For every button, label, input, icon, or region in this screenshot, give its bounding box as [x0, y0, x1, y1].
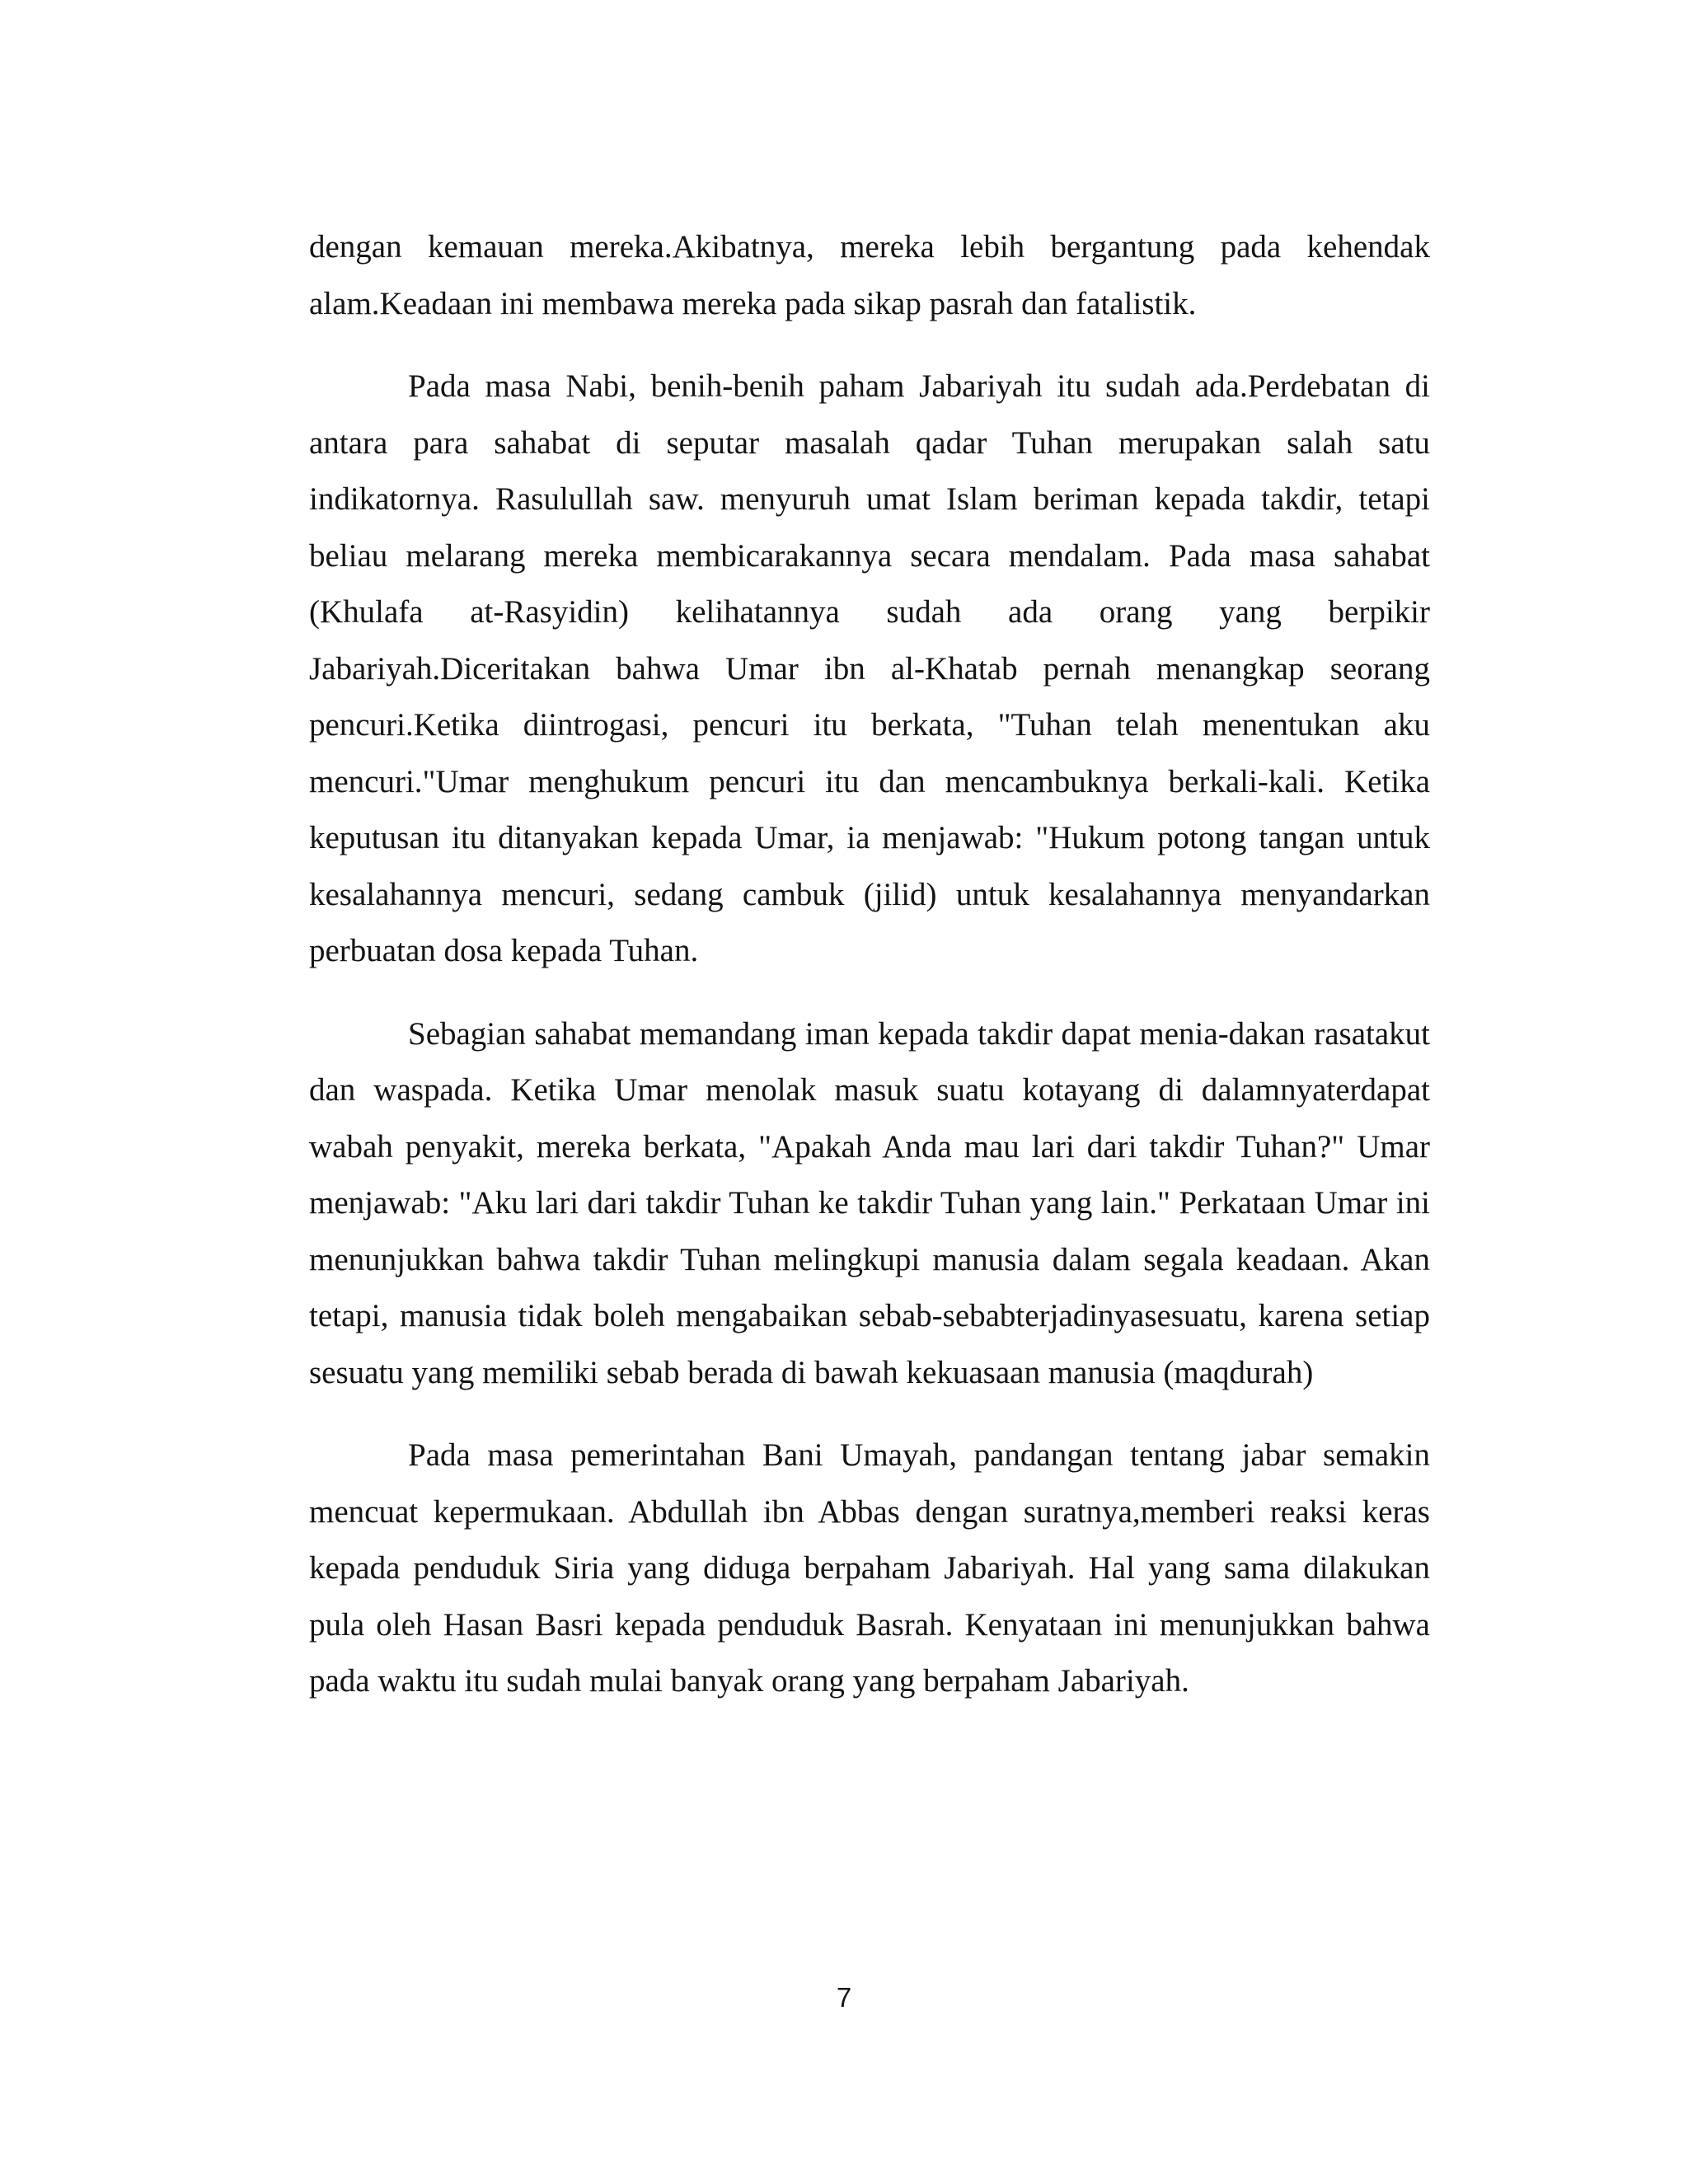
body-text	[309, 219, 1430, 1710]
paragraph-3: Sebagian sahabat memandang iman kepada takdir dapat menia-dakan rasatakut dan waspada. Ketika Umar menolak masuk suatu kotayang di dalamnyaterdapat wabah penyakit, mereka berkata, "Apakah Anda mau lari dari takdir Tuhan?" Umar menjawab: "Aku lari dari takdir Tuhan ke takdir Tuhan yang lain." Perkataan Umar ini menunjukkan bahwa takdir Tuhan melingkupi manusia dalam segala keadaan. Akan tetapi, manusia tidak boleh mengabaikan sebab-sebabterjadinyasesuatu, karena setiap sesuatu yang memiliki sebab berada di bawah kekuasaan manusia (maqdurah)	[309, 1015, 1430, 1390]
paragraph-2: Pada masa Nabi, benih-benih paham Jabariyah itu sudah ada.Perdebatan di antara para sahabat di seputar masalah qadar Tuhan merupakan salah satu indikatornya. Rasulullah saw. menyuruh umat Islam beriman kepada takdir, tetapi beliau melarang mereka membicarakannya secara mendalam. Pada masa sahabat (Khulafa at-Rasyidin) kelihatannya sudah ada orang yang berpikir Jabariyah.Diceritakan bahwa Umar ibn al-Khatab pernah menangkap seorang pencuri.Ketika diintrogasi, pencuri itu berkata, "Tuhan telah menentukan aku mencuri."Umar menghukum pencuri itu dan mencambuknya berkali-kali. Ketika keputusan itu ditanyakan kepada Umar, ia menjawab: "Hukum potong tangan untuk kesalahannya mencuri, sedang cambuk (jilid) untuk kesalahannya menyandarkan perbuatan dosa kepada Tuhan.	[309, 368, 1430, 968]
paragraph-4: Pada masa pemerintahan Bani Umayah, pandangan tentang jabar semakin mencuat kepermukaan. Abdullah ibn Abbas dengan suratnya,memberi reaksi keras kepada penduduk Siria yang diduga berpaham Jabariyah. Hal yang sama dilakukan pula oleh Hasan Basri kepada penduduk Basrah. Kenyataan ini menunjukkan bahwa pada waktu itu sudah mulai banyak orang yang berpaham Jabariyah.	[309, 1437, 1430, 1699]
page-number: 7	[836, 1982, 852, 2013]
paragraph-1: dengan kemauan mereka.Akibatnya, mereka lebih bergantung pada kehendak alam.Keadaan ini membawa mereka pada sikap pasrah dan fatalistik.	[309, 229, 1430, 321]
